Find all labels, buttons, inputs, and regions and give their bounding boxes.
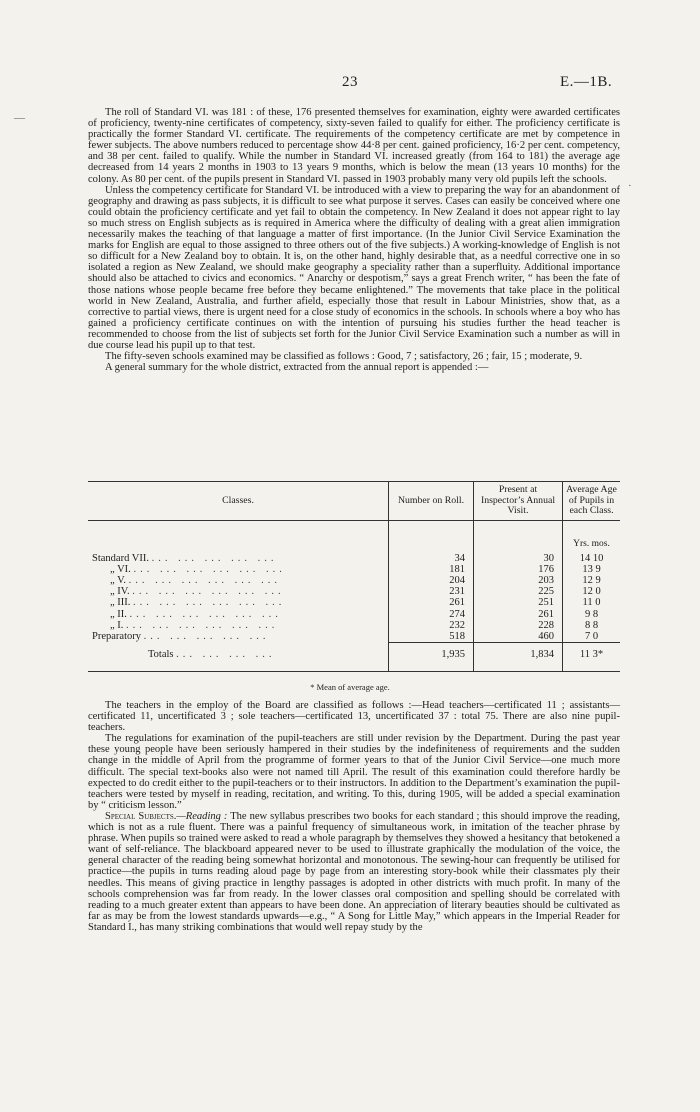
age-units: Yrs. mos. bbox=[563, 539, 621, 553]
table-units-row bbox=[88, 539, 620, 553]
district-summary-table bbox=[88, 481, 620, 672]
table-row: „ III. ... ... ... ... ... ... 261 251 11 0 bbox=[88, 597, 620, 608]
roll-cell: 34 bbox=[389, 553, 474, 564]
table-row: „ VI. ... ... ... ... ... ... 181 176 13 9 bbox=[88, 564, 620, 575]
totals-roll: 1,935 bbox=[389, 643, 474, 672]
totals-row: Totals ... ... ... ... 1,935 1,834 11 3* bbox=[88, 643, 620, 672]
present-cell: 176 bbox=[474, 564, 563, 575]
report-text-section-1 bbox=[88, 107, 620, 373]
table-spacer-row bbox=[88, 520, 620, 539]
paragraph-summary-intro: A general summary for the whole district, extracted from the annual report is appended :— bbox=[105, 362, 489, 374]
age-cell: 8 8 bbox=[563, 620, 621, 631]
class-label: Preparatory bbox=[92, 630, 141, 642]
totals-age: 11 3* bbox=[563, 643, 621, 672]
present-cell: 460 bbox=[474, 631, 563, 643]
table-row: Preparatory ... ... ... ... ... 518 460 7 0 bbox=[88, 631, 620, 643]
totals-present: 1,834 bbox=[474, 643, 563, 672]
roll-cell: 181 bbox=[389, 564, 474, 575]
age-cell: 11 0 bbox=[563, 597, 621, 608]
class-label: Standard VII. bbox=[92, 552, 149, 564]
special-subjects-heading: Special Subjects. bbox=[105, 810, 177, 822]
class-label: „ III. bbox=[110, 597, 131, 609]
table-footnote: * Mean of average age. bbox=[310, 682, 390, 692]
table-header-row bbox=[88, 482, 620, 521]
present-cell: 251 bbox=[474, 597, 563, 608]
present-cell: 225 bbox=[474, 586, 563, 597]
margin-dot-mark: · bbox=[628, 180, 632, 192]
paragraph-teachers: The teachers in the employ of the Board are classified as follows :—Head teachers—certificated 11 ; assistants—certificated 11, uncertificated 3 ; sole teachers—certificated 13, uncertificated 37 : total 75. There are also nine pupil-teachers. bbox=[88, 700, 620, 734]
header-average-age: Average Age of Pupils in each Class. bbox=[563, 482, 621, 521]
paragraph-school-classification: The fifty-seven schools examined may be classified as follows : Good, 7 ; satisfactory, 26 ; fair, 15 ; moderate, 9. bbox=[105, 351, 583, 363]
page-number: 23 bbox=[342, 74, 358, 90]
header-present: Present at Inspector’s Annual Visit. bbox=[474, 482, 563, 521]
roll-cell: 261 bbox=[389, 597, 474, 608]
reading-text: The new syllabus prescribes two books for each standard ; this should improve the reading, which is not as a rule fluent. There was a painful frequency of simultaneous work, in imitation of the teacher phrase by phrase. When pupils so trained were asked to read a whole paragraph by themselves they showed a hesitancy that betokened a want of self-reliance. The blackboard appeared never to be used to illustrate graphically the modulation of the voice, the general character of the reading being somewhat horizontal and monotonous. The sewing-hour can frequently be utilised for practice—the pupils in turns reading aloud page by page from an interesting story-book while their classmates ply their needles. This means of giving practice in lengthy passages is adopted in other districts with much profit. In many of the schools comprehension was far from ready. In the lower classes oral composition and spelling should be correlated with reading to a much greater extent than appears to have been done. An appreciation of literary beauties should be cultivated as far as may be from the lowest standards upwards—e.g., “ A Song for Little May,” which appears in the Imperial Reader for Standard I., has many striking combinations that would well repay study by the bbox=[88, 810, 620, 933]
class-label: „ IV. bbox=[110, 586, 130, 598]
paragraph-standard-vi-results: The roll of Standard VI. was 181 : of these, 176 presented themselves for examination, eighty were awarded certificates of proficiency, twenty-nine certificates of competency, sixty-seven failed to qualify for either. The proficiency certificate is practically the former Standard VI. certificate. The requirements of the competency certificate are met by competence in fewer subjects. The above numbers reduced to percentage show 44·8 per cent. gained proficiency, 16·2 per cent. competency, and 38 per cent. failed to qualify. While the number in Standard VI. increased greatly (from 164 to 181) the average age decreased from 14 years 2 months in 1903 to 13 years 9 months, which is below the mean (13 years 10 months) for the colony. As 80 per cent. of the pupils present in Standard VI. passed in 1903 probably many very old pupils left the schools. bbox=[88, 107, 620, 185]
age-cell: 9 8 bbox=[563, 609, 621, 620]
paragraph-pupil-teachers: The regulations for examination of the pupil-teachers are still under revision by the Department. During the past year these young people have been seriously hampered in their studies by the indefiniteness of requirements and the sudden change in the middle of April from the programme of former years to that of the Junior Civil Service—one much more difficult. The special text-books also were not named till April. The result of this examination could therefore hardly be expected to do credit either to the pupil-teachers or to their instructors. In addition to the Department’s examination the pupil-teachers were tested by myself in reading, recitation, and writing. To this, during 1905, will be added a special examination by “ criticism lesson.” bbox=[88, 733, 620, 811]
class-label: „ V. bbox=[110, 574, 126, 586]
present-cell: 261 bbox=[474, 609, 563, 620]
present-cell: 228 bbox=[474, 620, 563, 631]
roll-cell: 204 bbox=[389, 575, 474, 586]
document-reference: E.—1B. bbox=[560, 74, 613, 90]
paragraph-competency-certificate: Unless the competency certificate for Standard VI. be introduced with a view to preparing the way for an abandonment of geography and drawing as pass subjects, it is difficult to see what purpose it serves. Cases can easily be conceived where one could obtain the proficiency certificate and yet fail to obtain the competency. In New Zealand it does not appear right to lay so much stress on English subjects as is required in America where the difficulty of dealing with a great alien immigration necessarily makes the teaching of that language a matter of first importance. (In the Junior Civil Service Examination the marks for English are equal to those assigned to three others out of the five subjects.) A working-knowledge of English is not so difficult for a New Zealand boy to obtain. It is, on the other hand, highly desirable that, as a needful corrective one in so isolated a region as New Zealand, we should make geography a speciality rather than a superfluity. Additional importance should also be attached to civics and economics. “ Anarchy or despotism,” says a great French writer, “ has been the fate of those nations whose people became free before they became enlightened.” The movements that take place in the political world in New Zealand, Australia, and further afield, especially those that result in Labour Ministries, show that, as a corrective to partial views, there is urgent need for a close study of economics in the schools. In schools where a boy who has gained a proficiency certificate continues on with the intention of pursuing his studies further the head teacher is recommended to choose from the list of subjects set forth for the Junior Civil Service Examination such a number as will in due course lead his pupil up to that test. bbox=[88, 184, 620, 351]
class-label: „ I. bbox=[110, 619, 124, 631]
totals-label: Totals bbox=[148, 648, 174, 660]
table-row: „ II. ... ... ... ... ... ... 274 261 9 8 bbox=[88, 609, 620, 620]
roll-cell: 274 bbox=[389, 609, 474, 620]
class-label: „ II. bbox=[110, 608, 127, 620]
age-cell: 12 0 bbox=[563, 586, 621, 597]
age-cell: 12 9 bbox=[563, 575, 621, 586]
reading-subheading: —Reading : bbox=[176, 810, 228, 822]
margin-dash-mark: — bbox=[14, 112, 25, 124]
header-classes: Classes. bbox=[88, 482, 389, 521]
table-row: Standard VII. ... ... ... ... ... 34 30 14 10 bbox=[88, 553, 620, 564]
roll-cell: 232 bbox=[389, 620, 474, 631]
present-cell: 203 bbox=[474, 575, 563, 586]
age-cell: 13 9 bbox=[563, 564, 621, 575]
paragraph-special-subjects bbox=[88, 811, 620, 933]
header-number-on-roll: Number on Roll. bbox=[389, 482, 474, 521]
table-row: „ V. ... ... ... ... ... ... 204 203 12 9 bbox=[88, 575, 620, 586]
class-label: „ VI. bbox=[110, 563, 131, 575]
table-row: „ I. ... ... ... ... ... ... 232 228 8 8 bbox=[88, 620, 620, 631]
report-text-section-2 bbox=[88, 700, 620, 933]
present-cell: 30 bbox=[474, 553, 563, 564]
age-cell: 14 10 bbox=[563, 553, 621, 564]
age-cell: 7 0 bbox=[563, 631, 621, 643]
roll-cell: 231 bbox=[389, 586, 474, 597]
roll-cell: 518 bbox=[389, 631, 474, 643]
table-row: „ IV. ... ... ... ... ... ... 231 225 12 0 bbox=[88, 586, 620, 597]
